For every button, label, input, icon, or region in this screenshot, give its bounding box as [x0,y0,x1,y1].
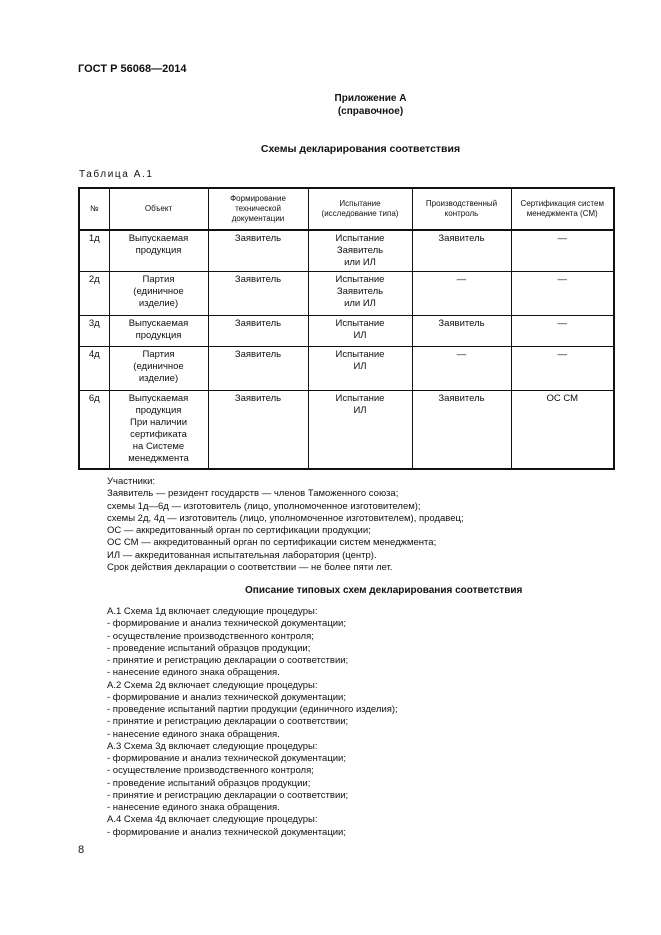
annex-heading [0,92,661,118]
cell-number: 6д [79,391,109,469]
procedure-line: А.1 Схема 1д включает следующие процедуры: [107,606,318,617]
procedure-line: - проведение испытаний образцов продукции; [107,777,311,789]
cell-testing: Испытание Заявитель или ИЛ [308,272,412,316]
procedure-line: - нанесение единого знака обращения. [107,728,280,740]
annex-subtitle: (справочное) [337,106,404,117]
procedure-line: - формирование и анализ технической документации; [107,618,347,630]
cell-testing: Испытание ИЛ [308,347,412,391]
cell-certification: — [511,347,614,391]
cell-certification: — [511,272,614,316]
cell-object: Выпускаемая продукция При наличии сертификата на Системе менеджмента [109,391,208,469]
cell-certification: — [511,316,614,347]
column-header-documentation: Формирование технической документации [208,188,308,230]
procedure-line: - формирование и анализ технической документации; [107,691,347,703]
participant-line: ОС СМ — аккредитованный орган по сертификации систем менеджмента; [107,537,437,549]
procedure-line: А.3 Схема 3д включает следующие процедуры: [107,740,318,752]
cell-production-control: Заявитель [412,230,511,272]
cell-number: 1д [79,230,109,272]
cell-production-control: — [412,272,511,316]
cell-object: Партия (единичное изделие) [109,272,208,316]
procedure-line: - формирование и анализ технической документации; [107,826,347,838]
procedure-line: - нанесение единого знака обращения. [107,802,280,813]
document-header: ГОСТ Р 56068—2014 [78,63,187,75]
participant-line: схемы 1д—6д — изготовитель (лицо, уполномоченное изготовителем); [107,500,421,512]
procedure-line: А.2 Схема 2д включает следующие процедуры: [107,679,318,691]
cell-production-control: Заявитель [412,391,511,469]
table-row [79,230,614,272]
cell-certification: ОС СМ [511,391,614,469]
cell-testing: Испытание ИЛ [308,391,412,469]
cell-production-control: — [412,347,511,391]
procedure-line: - формирование и анализ технической документации; [107,753,347,764]
annex-title: Приложение А [334,93,407,104]
participant-line: Заявитель — резидент государств — членов Таможенного союза; [107,488,399,500]
cell-documentation: Заявитель [208,347,308,391]
procedure-line: - осуществление производственного контроля; [107,765,314,777]
table-row [79,391,614,469]
participant-line: Срок действия декларации о соответствии — не более пяти лет. [107,562,393,574]
procedure-line: - нанесение единого знака обращения. [107,667,280,679]
page-number: 8 [78,844,85,856]
table-header-row [79,188,614,230]
participants-block [107,476,464,574]
cell-production-control: Заявитель [412,316,511,347]
procedure-line: - осуществление производственного контроля; [107,630,314,642]
cell-testing: Испытание Заявитель или ИЛ [308,230,412,272]
description-title: Описание типовых схем декларирования соответствия [245,585,523,596]
cell-number: 2д [79,272,109,316]
cell-object: Партия (единичное изделие) [109,347,208,391]
procedure-line: - принятие и регистрацию декларации о соответствии; [107,716,349,728]
column-header-production-control: Производственный контроль [412,188,511,230]
cell-documentation: Заявитель [208,316,308,347]
procedure-line: - проведение испытаний образцов продукции; [107,642,311,654]
procedure-line: - принятие и регистрацию декларации о соответствии; [107,655,349,666]
cell-number: 4д [79,347,109,391]
table-row [79,347,614,391]
participant-line: ИЛ — аккредитованная испытательная лаборатория (центр). [107,549,377,561]
table-row [79,316,614,347]
cell-number: 3д [79,316,109,347]
participants-heading: Участники: [107,476,156,487]
cell-testing: Испытание ИЛ [308,316,412,347]
cell-object: Выпускаемая продукция [109,316,208,347]
section-title: Схемы декларирования соответствия [260,143,461,155]
table-row [79,272,614,316]
procedure-line: - принятие и регистрацию декларации о соответствии; [107,789,349,801]
participant-line: схемы 2д, 4д — изготовитель (лицо, уполномоченное изготовителем), продавец; [107,512,464,524]
column-header-object: Объект [109,188,208,230]
procedure-line: - проведение испытаний партии продукции (единичного изделия); [107,704,398,715]
cell-certification: — [511,230,614,272]
cell-documentation: Заявитель [208,391,308,469]
procedures-list [107,606,398,839]
cell-documentation: Заявитель [208,272,308,316]
column-header-certification: Сертификация систем менеджмента (СМ) [511,188,614,230]
table-label: Таблица А.1 [79,169,154,180]
schemes-table [78,187,615,470]
procedure-line: А.4 Схема 4д включает следующие процедуры: [107,814,318,826]
cell-documentation: Заявитель [208,230,308,272]
cell-object: Выпускаемая продукция [109,230,208,272]
participant-line: ОС — аккредитованный орган по сертификации продукции; [107,525,371,537]
column-header-number: № [79,188,109,230]
column-header-testing: Испытание (исследование типа) [308,188,412,230]
